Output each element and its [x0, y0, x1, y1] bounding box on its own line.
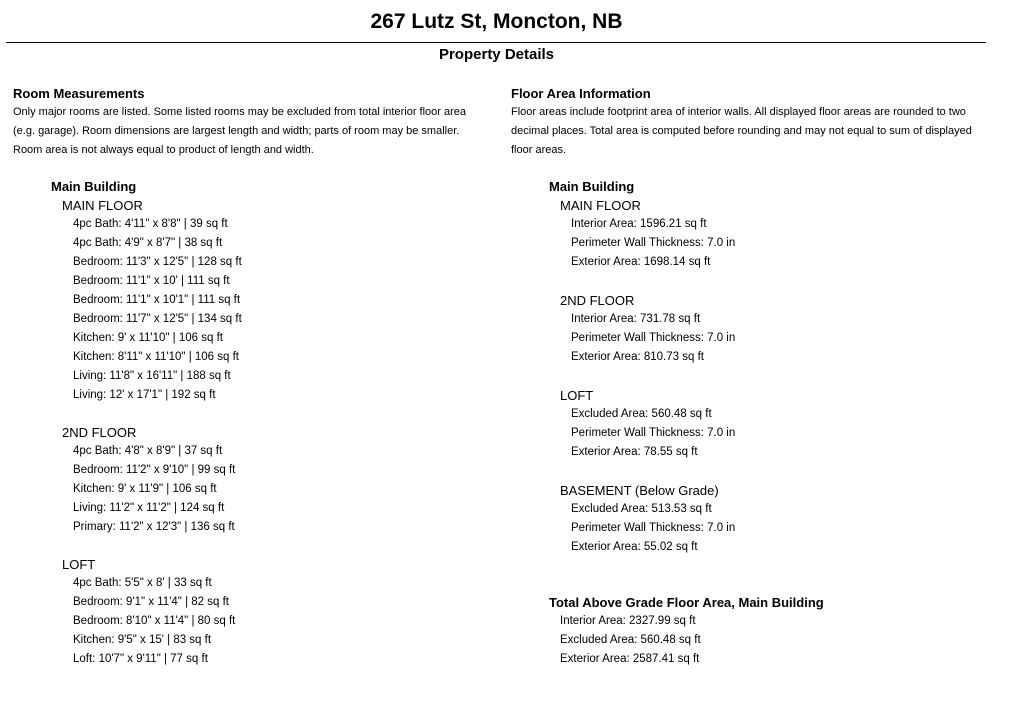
building-name: Main Building: [51, 179, 137, 194]
building-name: Main Building: [549, 179, 635, 194]
description-line: (e.g. garage). Room dimensions are largest length and width; parts of room may be smaller.: [13, 125, 460, 137]
room-row: Loft: 10'7" x 9'11" | 77 sq ft: [73, 653, 208, 665]
floor-name: LOFT: [560, 388, 594, 403]
description-line: floor areas.: [511, 144, 567, 156]
room-measurements-section: [13, 85, 491, 160]
area-row: Perimeter Wall Thickness: 7.0 in: [571, 427, 736, 439]
room-row: Bedroom: 11'2" x 9'10" | 99 sq ft: [73, 464, 236, 476]
room-row: Primary: 11'2" x 12'3" | 136 sq ft: [73, 521, 235, 533]
area-row: Excluded Area: 513.53 sq ft: [571, 503, 712, 515]
floor-name: MAIN FLOOR: [62, 198, 143, 213]
room-row: 4pc Bath: 5'5" x 8' | 33 sq ft: [73, 577, 212, 589]
room-row: Kitchen: 9' x 11'9" | 106 sq ft: [73, 483, 217, 495]
room-measurements-description: [13, 103, 491, 160]
floor-area-building: [549, 178, 735, 557]
total-row: Exterior Area: 2587.41 sq ft: [560, 653, 700, 665]
room-row: Bedroom: 11'1" x 10'1" | 111 sq ft: [73, 294, 241, 306]
room-row: Kitchen: 9'5" x 15' | 83 sq ft: [73, 634, 212, 646]
floor-area-description: [511, 103, 996, 160]
title-divider: [6, 42, 986, 43]
floor-name: BASEMENT (Below Grade): [560, 483, 719, 498]
total-row: Interior Area: 2327.99 sq ft: [560, 615, 696, 627]
room-row: Bedroom: 11'3" x 12'5" | 128 sq ft: [73, 256, 242, 268]
room-row: Bedroom: 8'10" x 11'4" | 80 sq ft: [73, 615, 236, 627]
room-measurements-heading: Room Measurements: [13, 86, 145, 101]
room-row: Living: 11'2" x 11'2" | 124 sq ft: [73, 502, 225, 514]
room-row: Bedroom: 11'7" x 12'5" | 134 sq ft: [73, 313, 242, 325]
floor-area-heading: Floor Area Information: [511, 86, 651, 101]
total-floor-area: [549, 594, 824, 669]
description-line: Only major rooms are listed. Some listed rooms may be excluded from total interior floor area: [13, 106, 467, 118]
area-row: Exterior Area: 810.73 sq ft: [571, 351, 704, 363]
area-row: Interior Area: 1596.21 sq ft: [571, 218, 707, 230]
description-line: Room area is not always equal to product of length and width.: [13, 144, 314, 156]
room-row: 4pc Bath: 4'9" x 8'7" | 38 sq ft: [73, 237, 223, 249]
area-row: Exterior Area: 1698.14 sq ft: [571, 256, 711, 268]
room-floor-main: [62, 196, 242, 405]
room-row: Living: 12' x 17'1" | 192 sq ft: [73, 389, 216, 401]
floor-name: 2ND FLOOR: [560, 293, 635, 308]
room-floor-2nd: [62, 423, 242, 537]
floor-name: MAIN FLOOR: [560, 198, 641, 213]
floor-name: LOFT: [62, 557, 96, 572]
area-floor-2nd: [560, 291, 735, 367]
description-line: decimal places. Total area is computed before rounding and may not equal to sum of displayed: [511, 125, 972, 137]
room-row: 4pc Bath: 4'11" x 8'8" | 39 sq ft: [73, 218, 228, 230]
room-row: Kitchen: 9' x 11'10" | 106 sq ft: [73, 332, 223, 344]
floor-area-section: [511, 85, 996, 160]
area-row: Perimeter Wall Thickness: 7.0 in: [571, 237, 736, 249]
area-row: Exterior Area: 78.55 sq ft: [571, 446, 698, 458]
total-row: Excluded Area: 560.48 sq ft: [560, 634, 701, 646]
area-row: Exterior Area: 55.02 sq ft: [571, 541, 698, 553]
total-heading: Total Above Grade Floor Area, Main Building: [549, 595, 824, 610]
area-floor-basement: [560, 481, 735, 557]
room-row: Bedroom: 11'1" x 10' | 111 sq ft: [73, 275, 230, 287]
area-row: Perimeter Wall Thickness: 7.0 in: [571, 522, 736, 534]
area-row: Excluded Area: 560.48 sq ft: [571, 408, 712, 420]
room-floor-loft: [62, 555, 242, 669]
page-subtitle: Property Details: [438, 46, 555, 63]
description-line: Floor areas include footprint area of interior walls. All displayed floor areas are rounded to two: [511, 106, 966, 118]
room-list-building: [51, 178, 242, 669]
floor-name: 2ND FLOOR: [62, 425, 137, 440]
area-floor-main: [560, 196, 735, 272]
area-row: Perimeter Wall Thickness: 7.0 in: [571, 332, 736, 344]
area-row: Interior Area: 731.78 sq ft: [571, 313, 701, 325]
area-floor-loft: [560, 386, 735, 462]
room-row: Kitchen: 8'11" x 11'10" | 106 sq ft: [73, 351, 239, 363]
property-address-title: 267 Lutz St, Moncton, NB: [370, 10, 623, 33]
room-row: Living: 11'8" x 16'11" | 188 sq ft: [73, 370, 231, 382]
room-row: 4pc Bath: 4'8" x 8'9" | 37 sq ft: [73, 445, 223, 457]
room-row: Bedroom: 9'1" x 11'4" | 82 sq ft: [73, 596, 229, 608]
